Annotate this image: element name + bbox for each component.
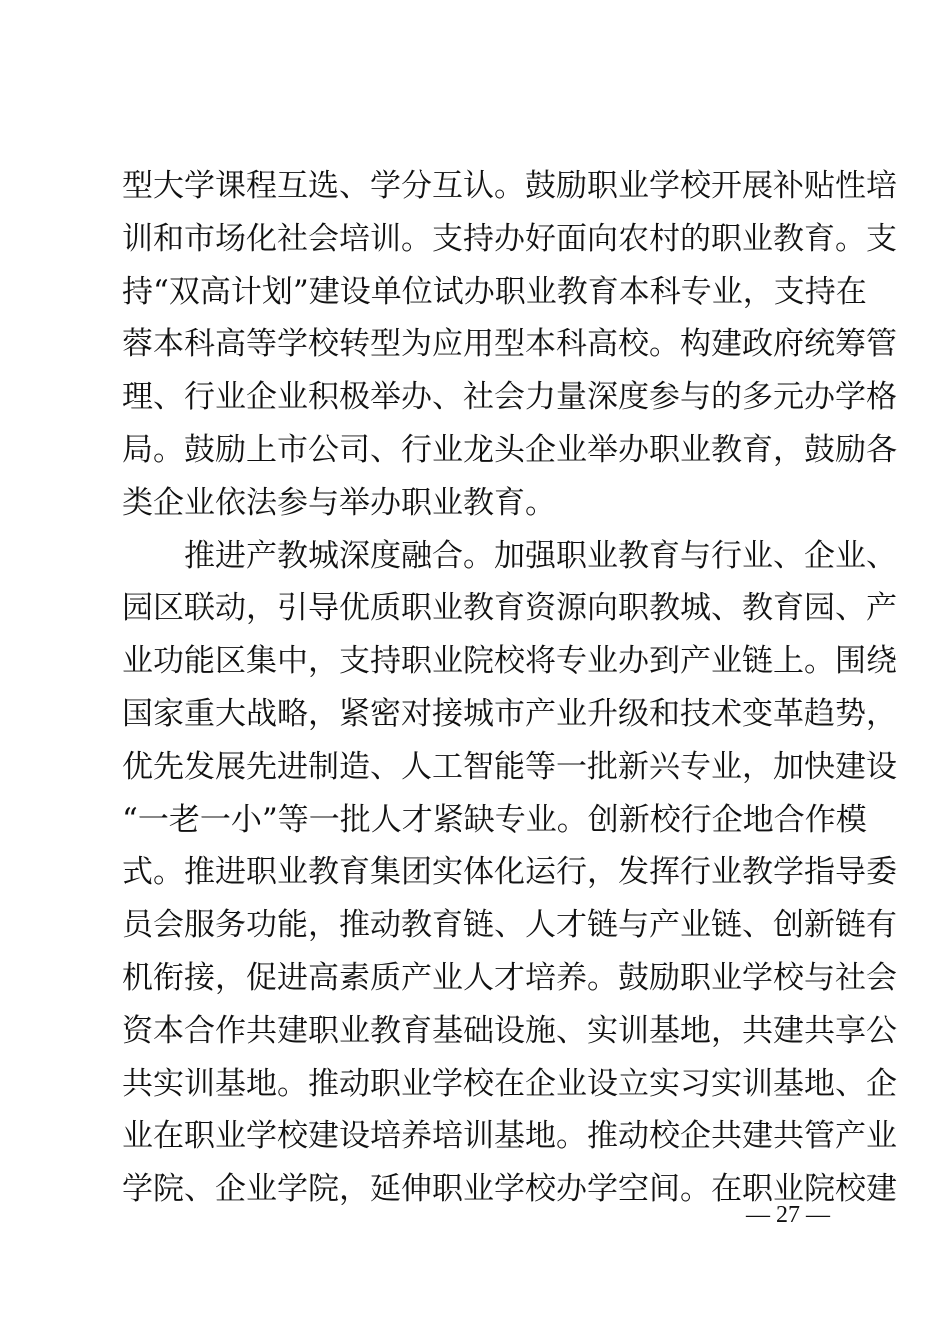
text-line: 共实训基地。推动职业学校在企业设立实习实训基地、企 — [122, 1065, 897, 1102]
text-line: 理、行业企业积极举办、社会力量深度参与的多元办学格 — [122, 379, 897, 416]
text-line: 员会服务功能，推动教育链、人才链与产业链、创新链有 — [122, 907, 897, 944]
text-line: 蓉本科高等学校转型为应用型本科高校。构建政府统筹管 — [122, 326, 897, 363]
text-line: 国家重大战略，紧密对接城市产业升级和技术变革趋势， — [122, 695, 897, 732]
text-line: 业功能区集中，支持职业院校将专业办到产业链上。围绕 — [122, 643, 897, 680]
body-text — [122, 160, 897, 1216]
text-line: 学院、企业学院，延伸职业学校办学空间。在职业院校建 — [122, 1171, 897, 1208]
text-line: 持“双高计划”建设单位试办职业教育本科专业，支持在 — [122, 273, 867, 310]
text-line: 优先发展先进制造、人工智能等一批新兴专业，加快建设 — [122, 748, 897, 785]
text-line: 类企业依法参与举办职业教育。 — [122, 484, 556, 521]
text-line: 训和市场化社会培训。支持办好面向农村的职业教育。支 — [122, 220, 897, 257]
text-line: 业在职业学校建设培养培训基地。推动校企共建共管产业 — [122, 1118, 897, 1155]
text-line: 式。推进职业教育集团实体化运行，发挥行业教学指导委 — [122, 854, 897, 891]
text-line: 局。鼓励上市公司、行业龙头企业举办职业教育，鼓励各 — [122, 431, 897, 468]
page-number: — 27 — — [746, 1202, 830, 1228]
text-line: 园区联动，引导优质职业教育资源向职教城、教育园、产 — [122, 590, 897, 627]
text-line: 机衔接，促进高素质产业人才培养。鼓励职业学校与社会 — [122, 959, 897, 996]
paragraph-first-line: 推进产教城深度融合。加强职业教育与行业、企业、 — [184, 537, 897, 574]
text-line: “一老一小”等一批人才紧缺专业。创新校行企地合作模 — [122, 801, 867, 838]
text-line: 资本合作共建职业教育基础设施、实训基地，共建共享公 — [122, 1012, 897, 1049]
text-line: 型大学课程互选、学分互认。鼓励职业学校开展补贴性培 — [122, 168, 897, 204]
